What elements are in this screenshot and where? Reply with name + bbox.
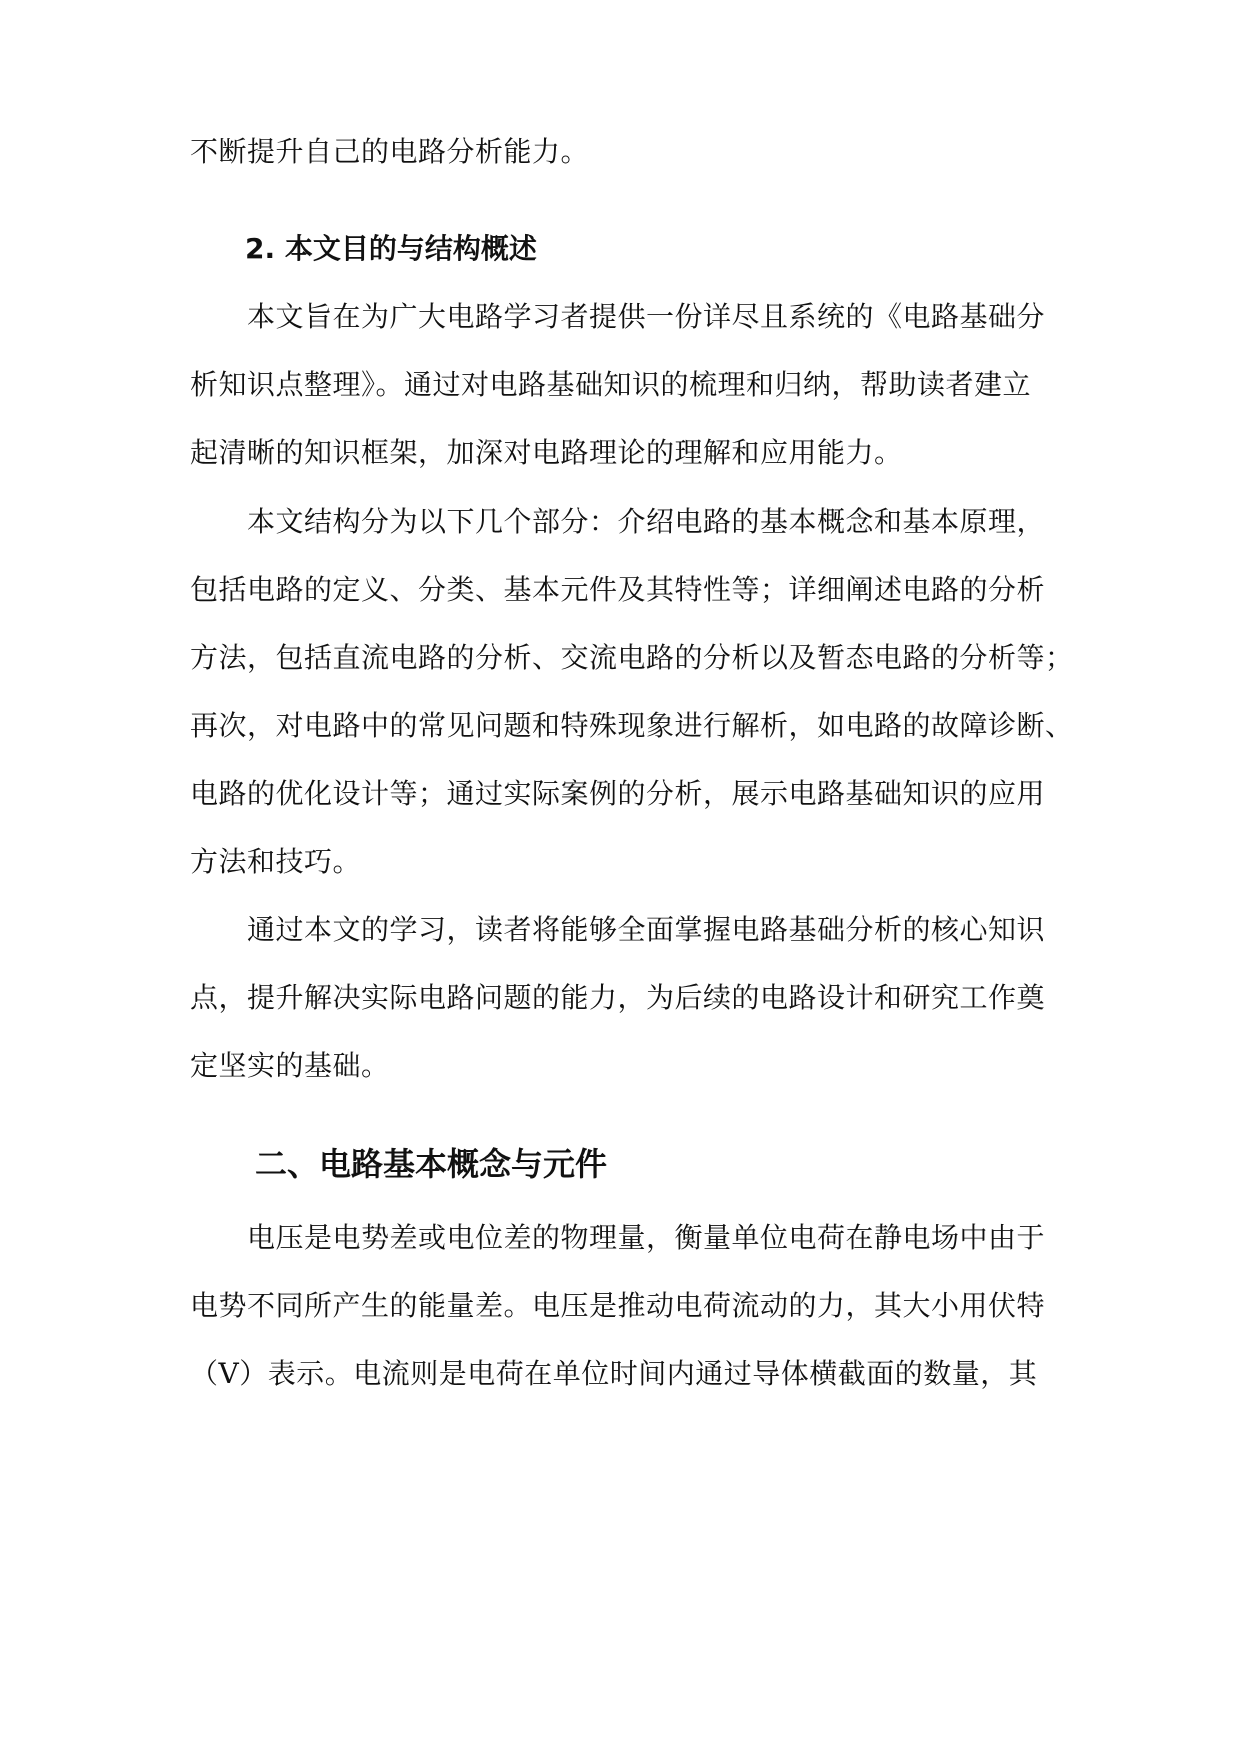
paragraph-line: 电压是电势差或电位差的物理量，衡量单位电荷在静电场中由于	[247, 1221, 1046, 1254]
paragraph-line: 本文结构分为以下几个部分：介绍电路的基本概念和基本原理，	[247, 505, 1046, 538]
chapter-heading-basic-concepts: 二、电路基本概念与元件	[255, 1145, 608, 1183]
paragraph-line: 再次，对电路中的常见问题和特殊现象进行解析，如电路的故障诊断、	[190, 709, 1074, 742]
intro-continuation-line: 不断提升自己的电路分析能力。	[190, 135, 590, 168]
section-heading-purpose-structure: 2. 本文目的与结构概述	[245, 232, 537, 265]
paragraph-line: 通过本文的学习，读者将能够全面掌握电路基础分析的核心知识	[247, 913, 1046, 946]
paragraph-line: 定坚实的基础。	[190, 1049, 390, 1082]
paragraph-line: （V）表示。电流则是电荷在单位时间内通过导体横截面的数量，其	[190, 1357, 1038, 1390]
paragraph-line: 电路的优化设计等；通过实际案例的分析，展示电路基础知识的应用	[190, 777, 1046, 810]
paragraph-line: 起清晰的知识框架，加深对电路理论的理解和应用能力。	[190, 436, 903, 469]
paragraph-line: 析知识点整理》。通过对电路基础知识的梳理和归纳，帮助读者建立	[190, 368, 1032, 401]
paragraph-line: 包括电路的定义、分类、基本元件及其特性等；详细阐述电路的分析	[190, 573, 1046, 606]
paragraph-line: 点，提升解决实际电路问题的能力，为后续的电路设计和研究工作奠	[190, 981, 1046, 1014]
paragraph-line: 本文旨在为广大电路学习者提供一份详尽且系统的《电路基础分	[247, 300, 1046, 333]
paragraph-line: 方法，包括直流电路的分析、交流电路的分析以及暂态电路的分析等；	[190, 641, 1074, 674]
paragraph-line: 方法和技巧。	[190, 845, 362, 878]
paragraph-line: 电势不同所产生的能量差。电压是推动电荷流动的力，其大小用伏特	[190, 1289, 1046, 1322]
